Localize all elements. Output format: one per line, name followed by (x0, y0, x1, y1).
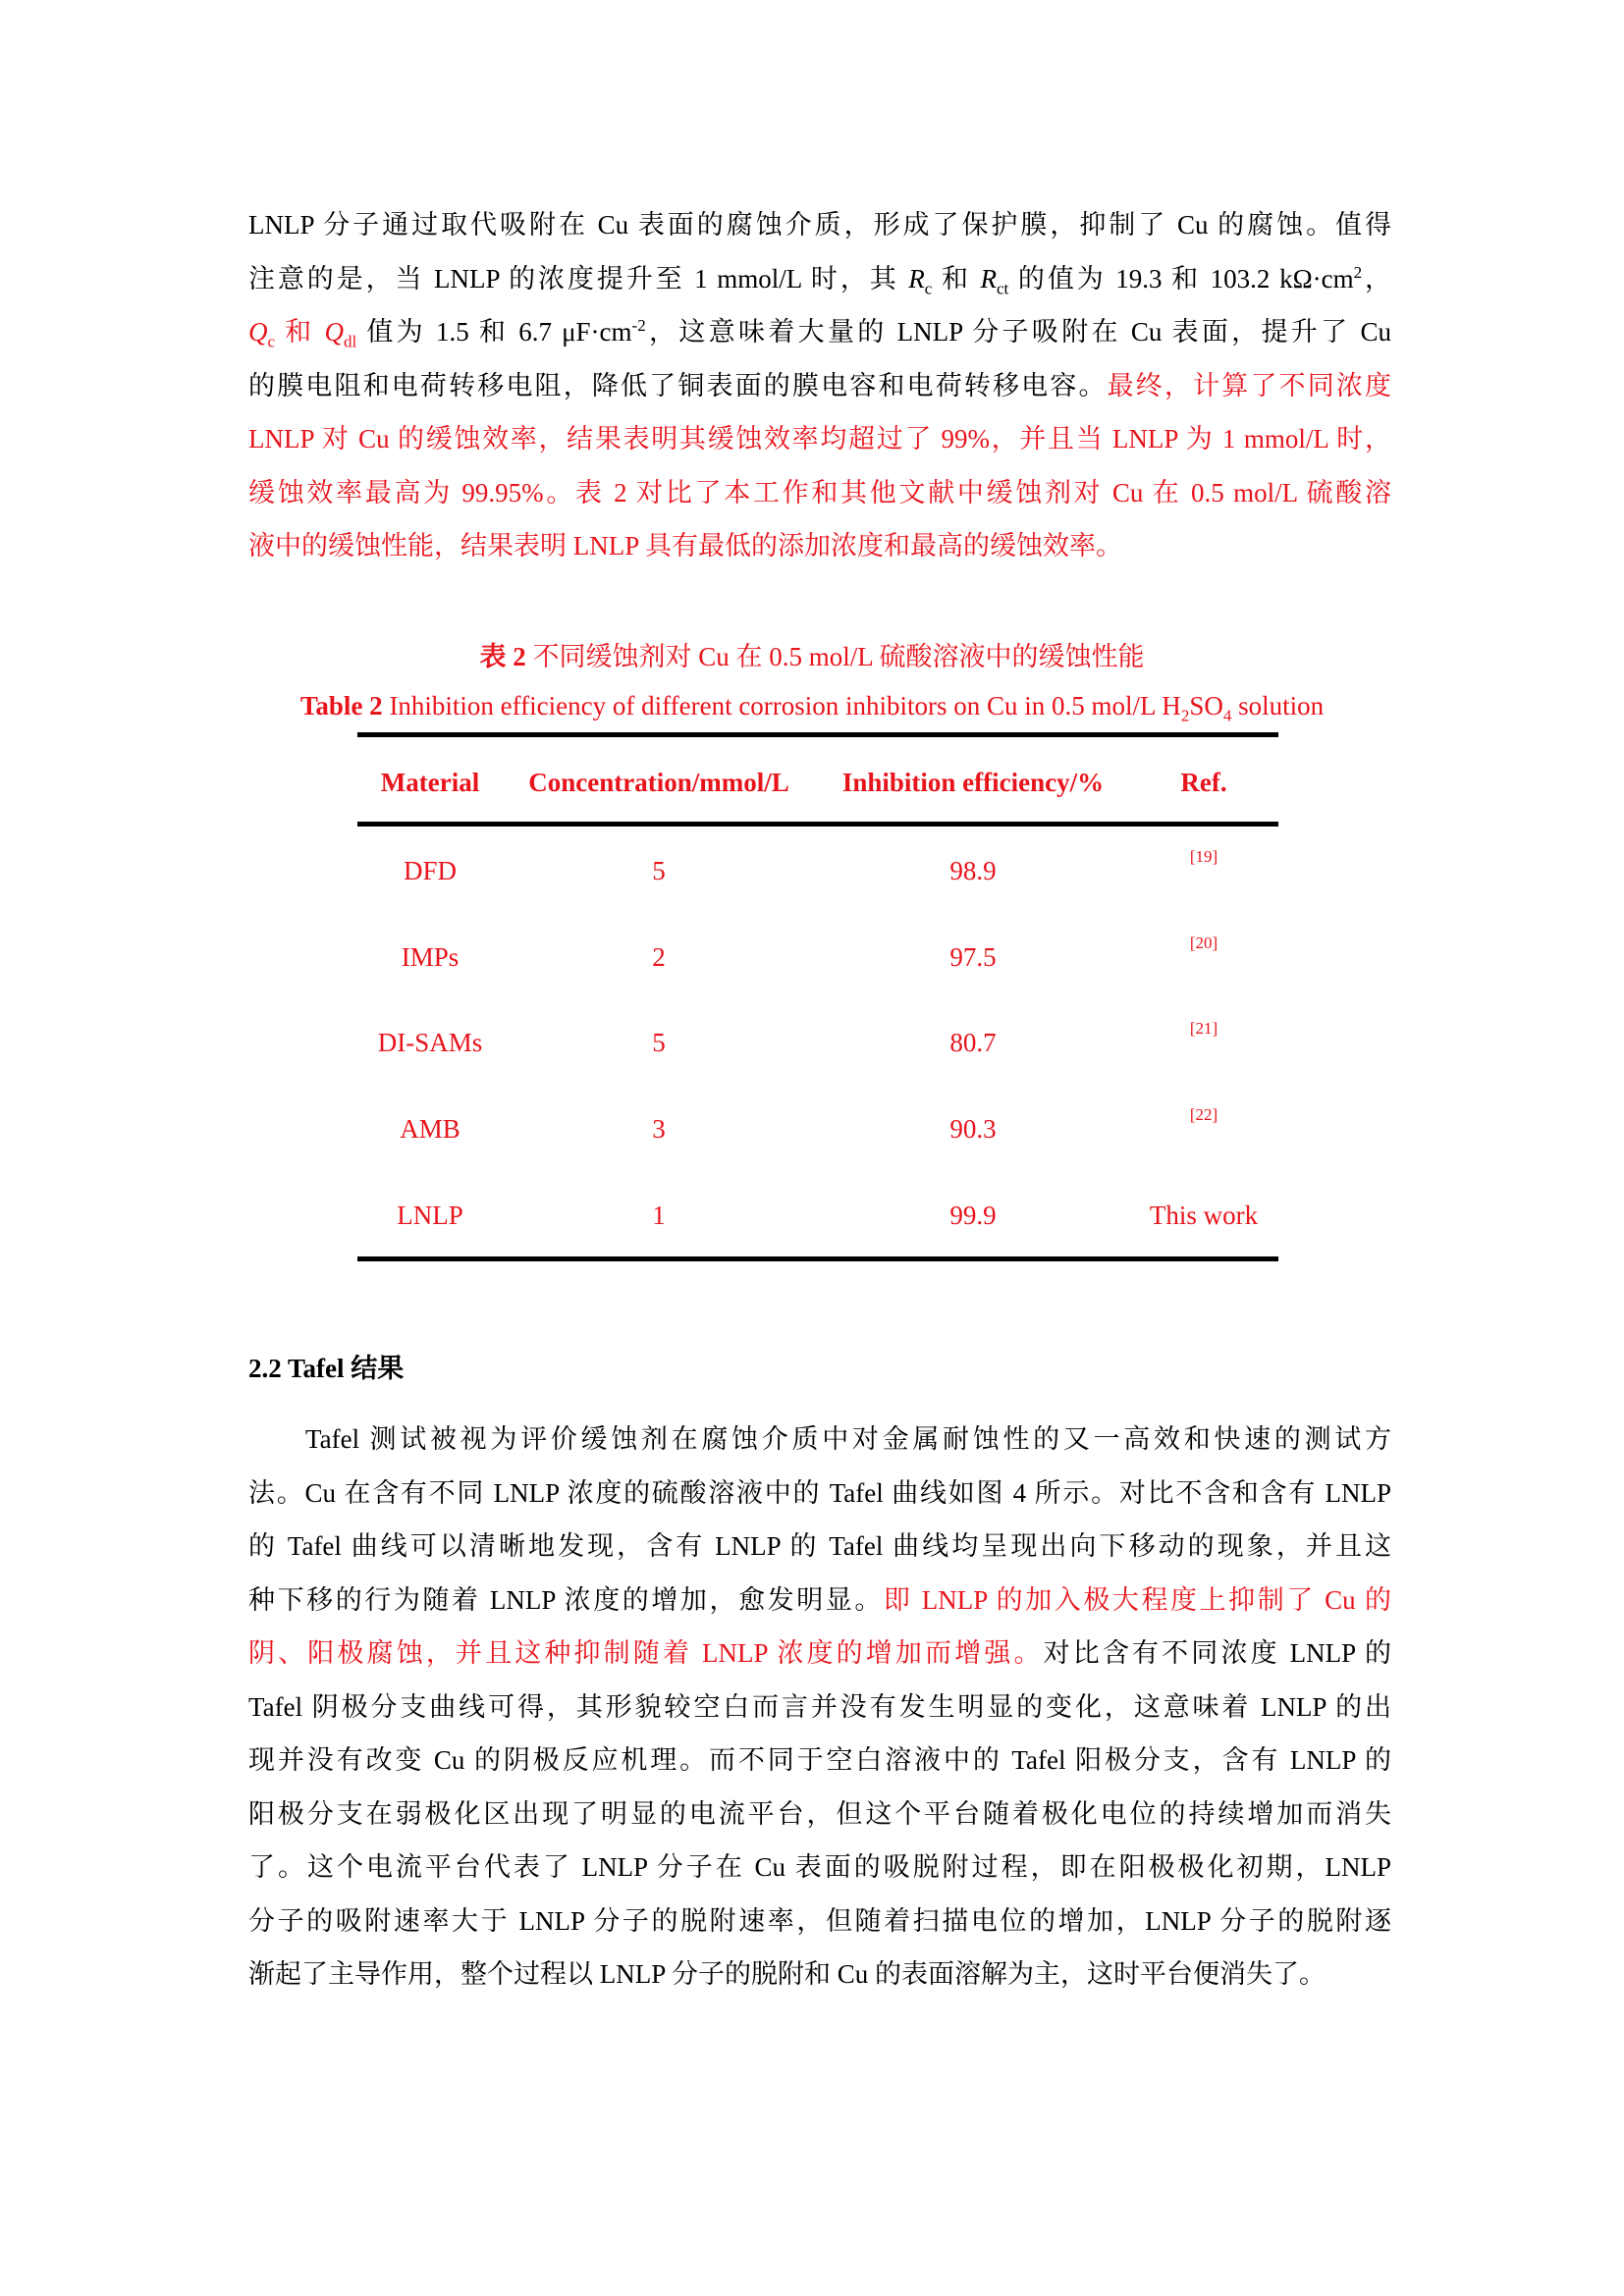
text-segment: 渐起了主导作用，整个过程以 LNLP 分子的脱附和 Cu 的表面溶解为主，这时平台便消失了。 (248, 1959, 1326, 1989)
text-line (248, 529, 1391, 562)
column-header: Ref. (1180, 768, 1227, 797)
text-line (248, 369, 1391, 402)
table-caption-en (0, 691, 1624, 725)
material-cell: DFD (403, 856, 457, 885)
text-segment: ， (1362, 263, 1392, 294)
text-segment: 最终，计算了不同浓度 (1107, 370, 1392, 400)
text-segment: 的值为 19.3 和 103.2 kΩ·cm (1008, 263, 1354, 294)
ref-cell: [20] (1189, 934, 1218, 952)
text-segment: Q (248, 317, 268, 347)
table-caption-cn (0, 635, 1624, 673)
caption-text: Inhibition efficiency of different corrosion inhibitors on Cu in 0.5 mol/L H (382, 691, 1181, 721)
material-cell: IMPs (401, 942, 460, 972)
ref-cell: This work (1149, 1201, 1259, 1230)
text-line (305, 1422, 1391, 1456)
efficiency-cell: 99.9 (949, 1201, 997, 1230)
text-segment: 种下移的行为随着 LNLP 浓度的增加，愈发明显。 (248, 1584, 884, 1615)
text-line (248, 1797, 1391, 1831)
text-segment: 了。这个电流平台代表了 LNLP 分子在 Cu 表面的吸脱附过程，即在阳极极化初期，LNLP (248, 1852, 1391, 1882)
column-header: Material (380, 768, 480, 797)
text-line (248, 476, 1391, 509)
text-line (248, 1743, 1391, 1777)
text-line (248, 208, 1391, 241)
material-cell: LNLP (397, 1201, 463, 1230)
table-top-rule (357, 732, 1278, 737)
concentration-cell: 3 (652, 1114, 666, 1144)
text-segment: 对比含有不同浓度 LNLP 的 (1043, 1638, 1391, 1668)
caption-text: 不同缓蚀剂对 Cu 在 0.5 mol/L 硫酸溶液中的缓蚀性能 (525, 642, 1145, 671)
text-segment: 即 LNLP 的加入极大程度上抑制了 Cu 的 (883, 1584, 1392, 1615)
text-line (248, 422, 1391, 455)
text-segment: 法。Cu 在含有不同 LNLP 浓度的硫酸溶液中的 Tafel 曲线如图 4 所示。对比不含和含有 LNLP (248, 1477, 1391, 1508)
ref-cell: [22] (1189, 1105, 1218, 1124)
efficiency-cell: 80.7 (949, 1028, 997, 1057)
text-segment: -2 (631, 316, 646, 335)
text-line (248, 1636, 1391, 1670)
text-segment: 现并没有改变 Cu 的阴极反应机理。而不同于空白溶液中的 Tafel 阳极分支，含有 LNLP 的 (248, 1745, 1391, 1775)
text-segment: 值为 1.5 和 6.7 μF·cm (356, 317, 632, 347)
text-line (248, 1583, 1391, 1617)
caption-label: 表 2 (479, 642, 526, 671)
text-line (248, 1957, 1391, 1991)
text-segment: 和 (275, 317, 325, 347)
text-segment: LNLP 分子通过取代吸附在 Cu 表面的腐蚀介质，形成了保护膜，抑制了 Cu 的腐蚀。值得 (248, 210, 1391, 240)
text-segment: LNLP 对 Cu 的缓蚀效率，结果表明其缓蚀效率均超过了 99%，并且当 LNLP 为 1 mmol/L 时， (248, 424, 1391, 454)
efficiency-cell: 98.9 (949, 856, 997, 885)
section-heading: 2.2 Tafel 结果 (248, 1354, 405, 1383)
concentration-cell: 5 (652, 856, 666, 885)
text-segment: Q (324, 317, 345, 347)
caption-sub: 2 (1180, 706, 1190, 725)
text-segment: c (924, 278, 933, 297)
text-segment: 阳极分支在弱极化区出现了明显的电流平台，但这个平台随着极化电位的持续增加而消失 (248, 1798, 1391, 1829)
efficiency-cell: 97.5 (949, 942, 997, 972)
material-cell: AMB (400, 1114, 460, 1144)
caption-sub: 4 (1222, 706, 1232, 725)
text-line (248, 1529, 1391, 1563)
text-segment: Tafel 阴极分支曲线可得，其形貌较空白而言并没有发生明显的变化，这意味着 LNLP 的出 (248, 1691, 1391, 1722)
table-header-rule (357, 822, 1278, 827)
column-header: Inhibition efficiency/% (841, 768, 1105, 797)
text-segment: R (980, 263, 997, 294)
column-header: Concentration/mmol/L (528, 768, 789, 797)
caption-text: solution (1231, 691, 1325, 721)
text-segment: 分子的吸附速率大于 LNLP 分子的脱附速率，但随着扫描电位的增加，LNLP 分子的脱附逐 (248, 1905, 1391, 1936)
text-segment: 阴、阳极腐蚀，并且这种抑制随着 LNLP 浓度的增加而增强。 (248, 1638, 1044, 1668)
efficiency-cell: 90.3 (949, 1114, 997, 1144)
text-line (248, 1690, 1391, 1724)
text-segment: 缓蚀效率最高为 99.95%。表 2 对比了本工作和其他文献中缓蚀剂对 Cu 在 0.5 mol/L 硫酸溶 (248, 477, 1391, 507)
text-line (248, 1476, 1391, 1510)
ref-cell: [21] (1189, 1019, 1218, 1038)
ref-cell: [19] (1189, 847, 1218, 866)
text-line (248, 262, 1391, 295)
text-segment: R (908, 263, 925, 294)
text-segment: 的膜电阻和电荷转移电阻，降低了铜表面的膜电容和电荷转移电容。 (248, 370, 1108, 400)
material-cell: DI-SAMs (377, 1028, 483, 1057)
concentration-cell: 5 (652, 1028, 666, 1057)
concentration-cell: 1 (652, 1201, 666, 1230)
concentration-cell: 2 (652, 942, 666, 972)
text-line (248, 315, 1392, 351)
text-segment: 液中的缓蚀性能，结果表明 LNLP 具有最低的添加浓度和最高的缓蚀效率。 (248, 531, 1122, 561)
caption-text: SO (1189, 691, 1223, 721)
text-segment: 2 (1353, 262, 1363, 282)
text-segment: ，这意味着大量的 LNLP 分子吸附在 Cu 表面，提升了 Cu (645, 317, 1392, 347)
text-segment: 的 Tafel 曲线可以清晰地发现，含有 LNLP 的 Tafel 曲线均呈现出向下移动的现象，并且这 (248, 1531, 1391, 1561)
text-line (248, 1904, 1391, 1938)
text-line (248, 1850, 1391, 1884)
table-bottom-rule (357, 1256, 1278, 1261)
text-segment: 注意的是，当 LNLP 的浓度提升至 1 mmol/L 时，其 (248, 263, 909, 294)
text-segment: 和 (932, 263, 981, 294)
text-segment: Tafel 测试被视为评价缓蚀剂在腐蚀介质中对金属耐蚀性的又一高效和快速的测试方 (305, 1424, 1391, 1454)
text-segment: c (267, 332, 276, 351)
text-segment: ct (997, 278, 1009, 297)
text-segment: dl (344, 332, 357, 351)
caption-label: Table 2 (299, 691, 383, 721)
